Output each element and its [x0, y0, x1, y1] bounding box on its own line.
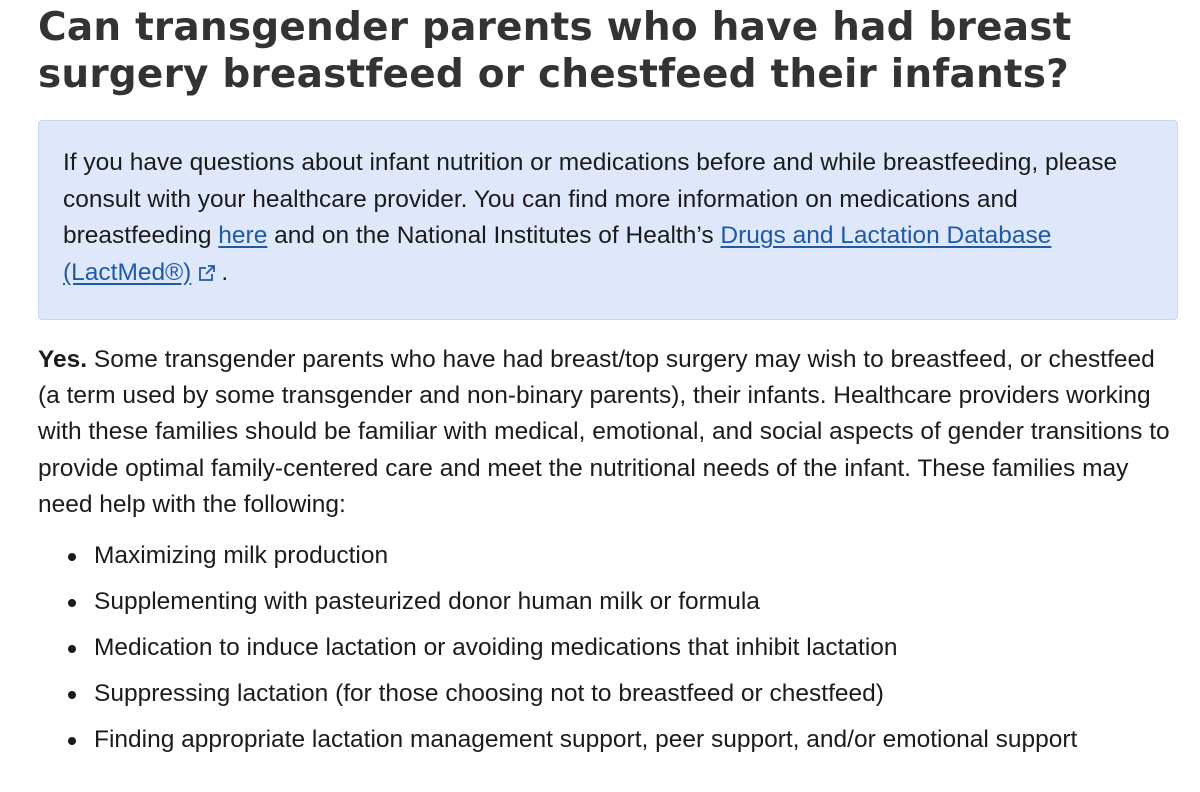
- external-link-icon: [197, 258, 217, 295]
- bullet-icon: [68, 691, 76, 699]
- page-content: [38, 0, 1178, 771]
- answer-paragraph: [38, 342, 1178, 523]
- list-item-text: Supplementing with pasteurized donor human milk or formula: [94, 588, 760, 616]
- help-list: [38, 541, 1178, 755]
- list-item: [68, 679, 1178, 709]
- bullet-icon: [68, 553, 76, 561]
- callout-text-before: If you have questions about infant nutrition or medications before and while breastfeeding, please consult with your healthcare provider. You can find more information on medications and breastfeeding: [63, 149, 1118, 249]
- callout-text-middle: and on the National Institutes of Health’s: [267, 222, 721, 249]
- answer-lead: Yes.: [38, 346, 88, 373]
- page-title: Can transgender parents who have had breast surgery breastfeed or chestfeed their infants?: [38, 5, 1072, 97]
- callout-text-after: .: [221, 258, 229, 286]
- here-link[interactable]: here: [218, 222, 268, 249]
- answer-text: Some transgender parents who have had breast/top surgery may wish to breastfeed, or chestfeed (a term used by some transgender and non-binary parents), their infants. Healthcare providers working with these families should be familiar with medical, emotional, and social aspects of gender transitions to provide optimal family-centered care and meet the nutritional needs of the infant. These families may need help with the following:: [38, 346, 1170, 518]
- lactmed-link-label: Drugs and Lactation Database (LactMed®): [63, 222, 1052, 286]
- list-item: [68, 587, 1178, 617]
- list-item-text: Finding appropriate lactation management support, peer support, and/or emotional support: [94, 726, 1078, 754]
- bullet-icon: [68, 737, 76, 745]
- list-item-text: Maximizing milk production: [94, 542, 389, 570]
- list-item: [68, 725, 1178, 755]
- bullet-icon: [68, 645, 76, 653]
- list-item-text: Medication to induce lactation or avoiding medications that inhibit lactation: [94, 634, 898, 662]
- info-callout: [38, 120, 1178, 320]
- bullet-icon: [68, 599, 76, 607]
- list-item: [68, 633, 1178, 663]
- list-item-text: Suppressing lactation (for those choosing not to breastfeed or chestfeed): [94, 680, 884, 708]
- list-item: [68, 541, 1178, 571]
